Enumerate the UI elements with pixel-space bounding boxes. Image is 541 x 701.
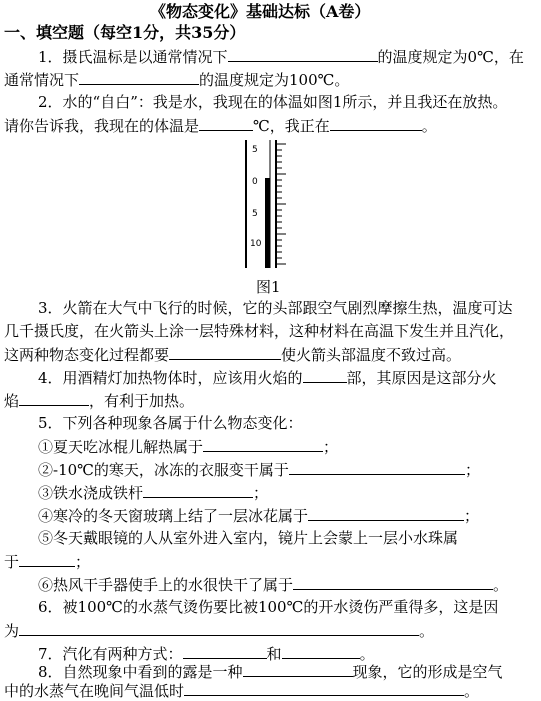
question-5-item-3 xyxy=(38,482,268,503)
q5-blank-5[interactable] xyxy=(19,551,75,567)
q1-blank-1[interactable] xyxy=(228,46,378,62)
q5-item-2-semi: ； xyxy=(464,461,480,479)
thermometer-figure xyxy=(230,138,310,270)
q5-item-5-cont-text: 于 xyxy=(4,553,20,571)
question-6-line-1 xyxy=(38,597,498,617)
question-1-line-2 xyxy=(4,69,349,90)
q5-item-5-text: ⑤冬天戴眼镜的人从室外进入室内，镜片上会蒙上一层小水珠属 xyxy=(38,529,459,547)
q5-item-2-text: ②-10℃的寒天，冰冻的衣服变干属于 xyxy=(38,461,289,479)
q5-item-4-semi: ； xyxy=(464,507,480,525)
question-5-item-6 xyxy=(38,574,508,595)
q2-text-a: 2．水的“自白”：我是水，我现在的体温如图1所示，并且我还在放热。 xyxy=(38,93,508,111)
q3-text-c: 这两种物态变化过程都要 xyxy=(4,346,170,364)
q5-blank-3[interactable] xyxy=(143,482,253,498)
q5-item-6-period: 。 xyxy=(493,576,509,594)
q2-text-d: 。 xyxy=(421,117,437,135)
q1-text-a: 1．摄氏温标是以通常情况下 xyxy=(38,48,228,66)
q3-text-a: 3．火箭在大气中飞行的时候，它的头部跟空气剧烈摩擦生热，温度可达 xyxy=(38,299,513,317)
page-title: 《物态变化》基础达标（A卷） xyxy=(150,2,371,21)
q1-blank-2[interactable] xyxy=(79,69,199,85)
q4-text-a: 4．用酒精灯加热物体时，应该用火焰的 xyxy=(38,369,303,387)
q5-item-3-semi: ； xyxy=(253,484,269,502)
question-5-item-4 xyxy=(38,505,479,526)
question-1-line-1 xyxy=(38,46,524,67)
q2-blank-2[interactable] xyxy=(330,115,422,131)
q3-blank[interactable] xyxy=(169,344,281,360)
q4-text-d: ，有利于加热。 xyxy=(89,392,195,410)
q8-blank-1[interactable] xyxy=(243,661,353,677)
question-5-item-5 xyxy=(38,528,458,548)
q8-text-a: 8．自然现象中看到的露是一种 xyxy=(38,663,243,681)
q2-text-c: ℃，我正在 xyxy=(253,117,330,135)
q4-blank-2[interactable] xyxy=(19,390,89,406)
question-4-line-1 xyxy=(38,367,497,388)
q5-item-1-text: ①夏天吃冰棍儿解热属于 xyxy=(38,438,204,456)
q7-text-a: 7．汽化有两种方式： xyxy=(38,645,183,663)
q7-text-b: 和 xyxy=(266,645,282,663)
question-8-line-1 xyxy=(38,661,503,682)
q8-text-d: 。 xyxy=(464,682,480,700)
q4-blank-1[interactable] xyxy=(303,367,347,383)
tick-label-3: 5 xyxy=(252,209,258,219)
scale-ticks xyxy=(276,144,286,264)
question-3-line-3 xyxy=(4,344,461,365)
q3-text-d: 使火箭头部温度不致过高。 xyxy=(281,346,462,364)
q4-text-c: 焰 xyxy=(4,392,20,410)
q6-text-a: 6．被100℃的水蒸气烫伤要比被100℃的开水烫伤严重得多，这是因 xyxy=(38,598,499,616)
q7-blank-2[interactable] xyxy=(282,643,360,659)
question-3-line-1 xyxy=(38,298,513,318)
q7-blank-1[interactable] xyxy=(183,643,267,659)
q6-text-c: 。 xyxy=(419,622,435,640)
q5-item-6-text: ⑥热风干手器使手上的水很快干了属于 xyxy=(38,576,294,594)
question-5-intro xyxy=(38,413,303,433)
question-2-line-1 xyxy=(38,92,507,112)
question-8-line-2 xyxy=(4,680,479,701)
question-2-line-2 xyxy=(4,115,437,136)
question-3-line-2 xyxy=(4,321,514,341)
figure-caption: 图1 xyxy=(256,278,281,296)
q4-text-b: 部，其原因是这部分火 xyxy=(346,369,497,387)
q7-text-c: 。 xyxy=(359,645,375,663)
q8-text-b: 现象，它的形成是空气 xyxy=(352,663,503,681)
q6-text-b: 为 xyxy=(4,622,20,640)
tick-label-1: 5 xyxy=(252,145,258,155)
question-6-line-2 xyxy=(4,620,434,641)
q5-blank-6[interactable] xyxy=(293,574,493,590)
question-5-item-2 xyxy=(38,459,480,480)
q3-text-b: 几千摄氏度，在火箭头上涂一层特殊材料，这种材料在高温下发生并且汽化， xyxy=(4,322,515,340)
q8-blank-2[interactable] xyxy=(184,680,464,696)
section-heading: 一、填空题（每空1分，共35分） xyxy=(4,23,246,42)
q5-blank-4[interactable] xyxy=(308,505,464,521)
liquid-column xyxy=(265,178,270,268)
q1-text-b: 的温度规定为0℃，在 xyxy=(377,48,524,66)
q1-text-c: 通常情况下 xyxy=(4,71,80,89)
q5-item-3-text: ③铁水浇成铁杆 xyxy=(38,484,144,502)
q8-text-c: 中的水蒸气在晚间气温低时 xyxy=(4,682,185,700)
tick-label-4: 10 xyxy=(250,239,262,249)
tick-label-2: 0 xyxy=(252,177,258,187)
q1-text-d: 的温度规定为100℃。 xyxy=(199,71,350,89)
q5-blank-1[interactable] xyxy=(203,436,323,452)
q5-item-4-text: ④寒冷的冬天窗玻璃上结了一层冰花属于 xyxy=(38,507,309,525)
q5-blank-2[interactable] xyxy=(289,459,465,475)
q2-text-b: 请你告诉我，我现在的体温是 xyxy=(4,117,200,135)
q5-item-5-semi: ； xyxy=(75,553,91,571)
q5-intro-text: 5．下列各种现象各属于什么物态变化： xyxy=(38,414,303,432)
question-5-item-1 xyxy=(38,436,338,457)
question-5-item-5-cont xyxy=(4,551,90,572)
q5-item-1-semi: ； xyxy=(323,438,339,456)
q2-blank-1[interactable] xyxy=(199,115,253,131)
question-4-line-2 xyxy=(4,390,194,411)
q6-blank[interactable] xyxy=(19,620,419,636)
